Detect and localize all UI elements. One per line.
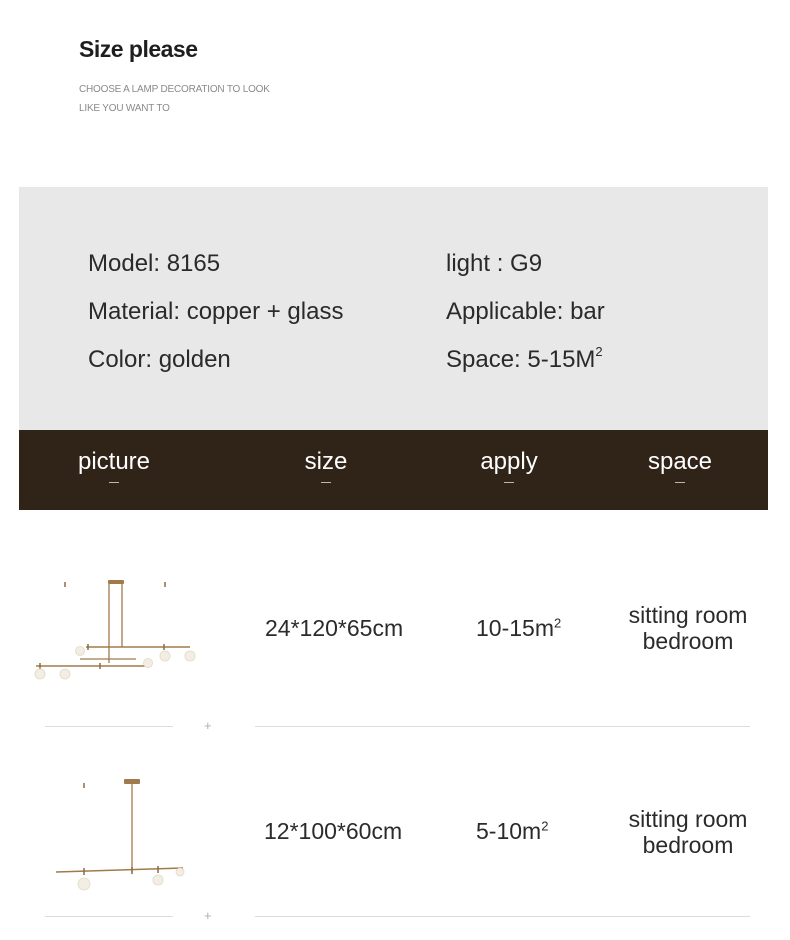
- column-header-apply: [459, 448, 559, 483]
- column-header-size: [276, 448, 376, 483]
- table-header-bar: [19, 430, 768, 510]
- column-header-picture-label: picture: [77, 448, 151, 475]
- row-2-size: 12*100*60cm: [264, 818, 403, 844]
- divider-plus-mark: +: [204, 908, 212, 923]
- spec-applicable: Applicable: bar: [446, 298, 605, 325]
- spec-model: Model: 8165: [88, 250, 221, 277]
- row-1-space: [618, 602, 758, 654]
- header-underline: [109, 482, 119, 483]
- row-1-space-line-2: bedroom: [642, 628, 734, 654]
- row-1-apply: [476, 615, 561, 642]
- row-1-size: 24*120*65cm: [265, 615, 404, 641]
- row-divider-right: [255, 916, 750, 917]
- spec-color: Color: golden: [88, 346, 231, 373]
- header-underline: [504, 482, 514, 483]
- row-1-space-line-1: sitting room: [628, 602, 748, 628]
- chandelier-lamp-large-icon: [28, 575, 203, 685]
- spec-light: light : G9: [446, 250, 543, 277]
- column-header-apply-label: apply: [480, 448, 538, 475]
- row-2-space-line-1: sitting room: [628, 806, 748, 832]
- divider-plus-mark: +: [204, 718, 212, 733]
- header-underline: [675, 482, 685, 483]
- subtitle-line-1: CHOOSE A LAMP DECORATION TO LOOK: [79, 84, 270, 95]
- row-2-apply-superscript: 2: [541, 818, 549, 834]
- row-divider-left: [45, 916, 173, 917]
- row-1-apply-superscript: 2: [553, 615, 562, 631]
- row-divider-left: [45, 726, 173, 727]
- subtitle-line-2: LIKE YOU WANT TO: [79, 103, 170, 114]
- chandelier-lamp-small-icon: [48, 775, 193, 895]
- row-divider-right: [255, 726, 750, 727]
- spec-panel: [19, 187, 768, 430]
- row-2-space-line-2: bedroom: [642, 832, 734, 858]
- page-title: Size please: [79, 36, 198, 62]
- row-1-apply-value: 10-15m: [476, 615, 554, 641]
- row-2-apply: [476, 818, 548, 845]
- page-subtitle: [79, 80, 299, 118]
- spec-space-superscript: 2: [595, 344, 603, 359]
- column-header-space: [630, 448, 730, 483]
- column-header-size-label: size: [304, 448, 348, 475]
- header-underline: [321, 482, 331, 483]
- spec-space-value: Space: 5-15M: [446, 346, 596, 373]
- column-header-picture: [64, 448, 164, 483]
- column-header-space-label: space: [647, 448, 713, 475]
- spec-space: [446, 346, 603, 374]
- row-2-space: [618, 806, 758, 858]
- spec-material: Material: copper + glass: [88, 298, 344, 325]
- row-2-apply-value: 5-10m: [476, 818, 542, 844]
